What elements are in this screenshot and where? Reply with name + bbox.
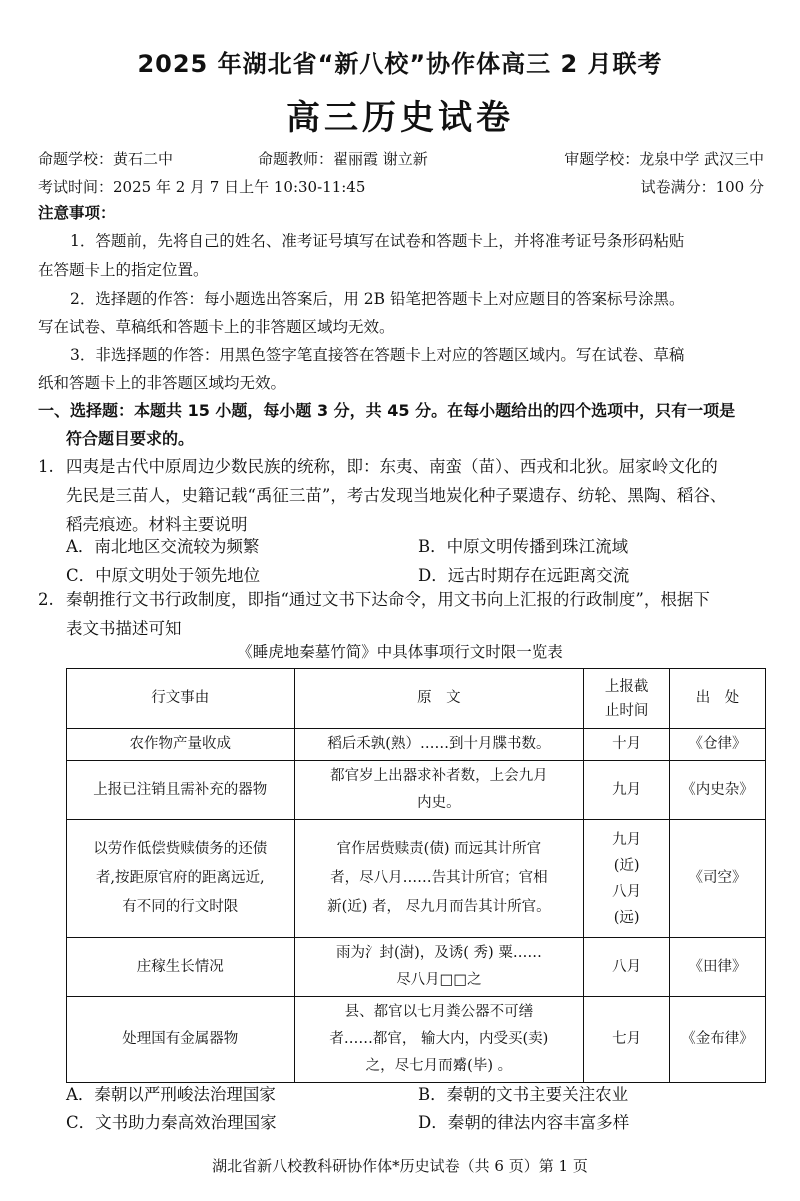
table-caption: 《睡虎地秦墓竹简》中具体事项行文时限一览表: [237, 643, 563, 661]
question-1: [38, 452, 766, 539]
cell-time: 九月: [584, 761, 670, 820]
cell-source: 《司空》: [670, 820, 766, 938]
note-3b: 纸和答题卡上的非答题区域均无效。: [38, 374, 287, 392]
cell-text-line: 内史。: [417, 795, 461, 811]
cell-time: 八月: [584, 938, 670, 997]
cell-time-line: 八月: [612, 883, 642, 900]
q2-option-d: D．秦朝的律法内容丰富多样: [418, 1113, 630, 1132]
cell-text-line: 尽八月□□之: [396, 972, 482, 988]
table-row: [67, 997, 766, 1083]
header-deadline-line: 止时间: [604, 702, 649, 719]
q1-option-b: B．中原文明传播到珠江流域: [418, 537, 629, 556]
cell-reason: 庄稼生长情况: [67, 938, 295, 997]
cell-text-line: 之，尽七月而觱(毕) 。: [365, 1058, 513, 1074]
question-stem-line: 先民是三苗人，史籍记载“禹征三苗”，考古发现当地炭化种子粟遗存、纺轮、黑陶、稻谷、: [66, 486, 727, 505]
proposer-teachers: 命题教师：翟丽霞 谢立新: [258, 150, 428, 168]
cell-time: 七月: [584, 997, 670, 1083]
cell-reason-line: 者,按距原官府的距离远近,: [95, 870, 265, 886]
q2-option-a: A．秦朝以严刑峻法治理国家: [66, 1085, 276, 1104]
cell-reason-line: 有不同的行文时限: [122, 899, 239, 915]
cell-reason: 处理国有金属器物: [67, 997, 295, 1083]
cell-time-line: 九月: [612, 831, 642, 848]
cell-text: [294, 938, 584, 997]
table-row: [67, 761, 766, 820]
cell-time: 十月: [584, 729, 670, 761]
table-row: [67, 938, 766, 997]
cell-source: 《内史杂》: [670, 761, 766, 820]
cell-text-line: 官作居赀赎责(债) 而远其计所官: [336, 841, 542, 857]
q1-option-d: D．远古时期存在远距离交流: [418, 566, 630, 585]
exam-time: 考试时间：2025 年 2 月 7 日上午 10:30-11:45: [38, 178, 366, 196]
note-2a: 2．选择题的作答：每小题选出答案后，用 2B 铅笔把答题卡上对应题目的答案标号涂黑。: [70, 290, 685, 308]
cell-source: 《金布律》: [670, 997, 766, 1083]
header-deadline-line: 上报截: [604, 678, 649, 695]
cell-text-line: 者，尽八月……告其计所官；官相: [330, 870, 548, 886]
notes-heading: 注意事项：: [38, 203, 116, 222]
section-heading-cont: 符合题目要求的。: [66, 429, 195, 448]
cell-text: [294, 820, 584, 938]
cell-text-line: 县、都官以七月粪公器不可缮: [344, 1004, 534, 1020]
header-source: 出 处: [670, 669, 766, 729]
q1-option-c: C．中原文明处于领先地位: [66, 566, 261, 585]
cell-source: 《田律》: [670, 938, 766, 997]
cell-text-line: 都官岁上出器求补者数，上会九月: [330, 768, 548, 784]
question-number: 1.: [38, 457, 54, 476]
cell-text-line: 新(近) 者， 尽九月而告其计所官。: [327, 899, 551, 915]
reviewer-schools: 审题学校：龙泉中学 武汉三中: [564, 150, 764, 168]
q2-option-c: C．文书助力秦高效治理国家: [66, 1113, 277, 1132]
note-2b: 写在试卷、草稿纸和答题卡上的非答题区域均无效。: [38, 318, 395, 336]
cell-time-line: (近): [613, 857, 640, 874]
question-stem-line: 四夷是古代中原周边少数民族的统称，即：东夷、南蛮（苗）、西戎和北狄。屈家岭文化的: [66, 457, 718, 476]
proposer-school: 命题学校：黄石二中: [38, 150, 174, 168]
header-reason: 行文事由: [67, 669, 295, 729]
cell-text: [294, 761, 584, 820]
note-3a: 3．非选择题的作答：用黑色签字笔直接答在答题卡上对应的答题区域内。写在试卷、草稿: [70, 346, 685, 364]
q1-option-a: A．南北地区交流较为频繁: [66, 537, 260, 556]
cell-reason: 农作物产量收成: [67, 729, 295, 761]
question-number: 2.: [38, 590, 54, 609]
header-deadline: [584, 669, 670, 729]
subject-title: 高三历史试卷: [286, 98, 514, 138]
cell-reason: 上报已注销且需补充的器物: [67, 761, 295, 820]
document-table: [66, 668, 766, 1083]
header-text: 原 文: [294, 669, 584, 729]
author-line: [38, 148, 764, 169]
table-row: [67, 729, 766, 761]
question-stem-line: 表文书描述可知: [66, 619, 182, 638]
cell-time: [584, 820, 670, 938]
cell-reason: [67, 820, 295, 938]
page-footer: 湖北省新八校教科研协作体*历史试卷（共 6 页）第 1 页: [212, 1157, 588, 1175]
note-1a: 1．答题前，先将自己的姓名、准考证号填写在试卷和答题卡上，并将准考证号条形码粘贴: [70, 232, 685, 250]
cell-text: [294, 997, 584, 1083]
time-line: [38, 176, 764, 197]
cell-text-line: 者……都官， 输大内，内受买(卖): [329, 1031, 549, 1047]
cell-time-line: (远): [613, 909, 640, 926]
table-header-row: [67, 669, 766, 729]
cell-text-line: 雨为氵封(澍)，及诱( 秀) 粟……: [335, 945, 542, 961]
exam-title: 2025 年湖北省“新八校”协作体高三 2 月联考: [137, 50, 663, 78]
question-stem-line: 秦朝推行文书行政制度，即指“通过文书下达命令，用文书向上汇报的行政制度”，根据下: [66, 590, 710, 609]
cell-source: 《仓律》: [670, 729, 766, 761]
section-heading: 一、选择题：本题共 15 小题，每小题 3 分，共 45 分。在每小题给出的四个选项中，只有一项是: [38, 401, 736, 420]
cell-reason-line: 以劳作低偿赀赎债务的还债: [93, 841, 268, 857]
question-stem-line: 稻壳痕迹。材料主要说明: [66, 515, 248, 534]
cell-text: 稻后禾孰(熟）……到十月牒书数。: [294, 729, 584, 761]
q2-option-b: B．秦朝的文书主要关注农业: [418, 1085, 629, 1104]
question-2: [38, 585, 766, 643]
full-score: 试卷满分：100 分: [640, 178, 764, 196]
table-row: [67, 820, 766, 938]
note-1b: 在答题卡上的指定位置。: [38, 261, 209, 279]
